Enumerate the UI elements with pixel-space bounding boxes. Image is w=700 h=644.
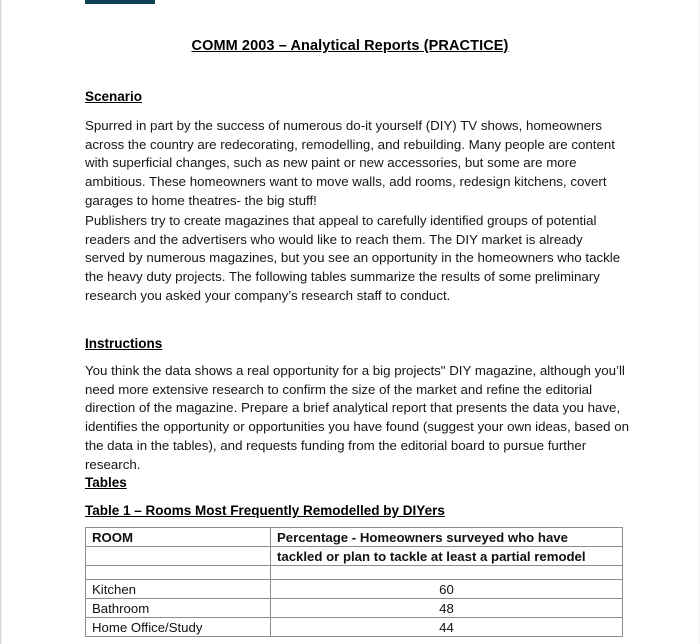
instructions-paragraph-1: You think the data shows a real opportunity for a big projects" DIY magazine, although you’ll need more extensive research to confirm the size of the market and refine the editorial direction of the magazine. Prepare a brief analytical report that presents the data you have, identifies the opportunity or opportunities you have found (suggest your own ideas, based on the data in the tables), and requests funding from the editorial board to pursue further research. [85, 363, 630, 472]
table-cell-room: Home Office/Study [86, 618, 271, 637]
scenario-paragraph-1: Spurred in part by the success of numerous do-it yourself (DIY) TV shows, homeowners across the country are redecorating, remodelling, and rebuilding. Many people are content with superficial changes, such as new paint or new accessories, but some are more ambitious. These homeowners want to move walls, add rooms, redesign kitchens, covert garages to home theatres- the big stuff! [85, 118, 615, 208]
table-header-percentage-line2: tackled or plan to tackle at least a partial remodel [271, 547, 623, 566]
scan-edge-left [0, 0, 2, 644]
table-spacer-cell-room [86, 566, 271, 580]
table-cell-percentage: 48 [271, 599, 623, 618]
table-header-row-2 [86, 547, 623, 566]
table-header-row-1 [86, 528, 623, 547]
table-header-room: ROOM [86, 528, 271, 547]
document-title: COMM 2003 – Analytical Reports (PRACTICE) [191, 38, 509, 54]
table-cell-room: Bathroom [86, 599, 271, 618]
table1-caption: Table 1 – Rooms Most Frequently Remodelled by DIYers [85, 503, 445, 518]
table-row [86, 618, 623, 637]
scenario-heading: Scenario [85, 89, 143, 104]
table-row [86, 599, 623, 618]
scenario-paragraph-2: Publishers try to create magazines that appeal to carefully identified groups of potential readers and the advertisers who would like to reach them. The DIY market is already served by numerous magazines, but you see an opportunity in the homeowners who tackle the heavy duty projects. The following tables summarize the results of some preliminary research you asked your company’s research staff to conduct. [85, 213, 621, 303]
table1-container [85, 527, 598, 637]
table-header-room-continued [86, 547, 271, 566]
table-cell-percentage: 44 [271, 618, 623, 637]
table-row [86, 580, 623, 599]
table-spacer-cell-percentage [271, 566, 623, 580]
table-spacer-row [86, 566, 623, 580]
tables-section-heading: Tables [85, 475, 127, 490]
instructions-heading: Instructions [85, 336, 163, 351]
table-cell-room: Kitchen [86, 580, 271, 599]
table-header-percentage-line1: Percentage - Homeowners surveyed who have [271, 528, 623, 547]
table1 [85, 527, 623, 637]
table-cell-percentage: 60 [271, 580, 623, 599]
